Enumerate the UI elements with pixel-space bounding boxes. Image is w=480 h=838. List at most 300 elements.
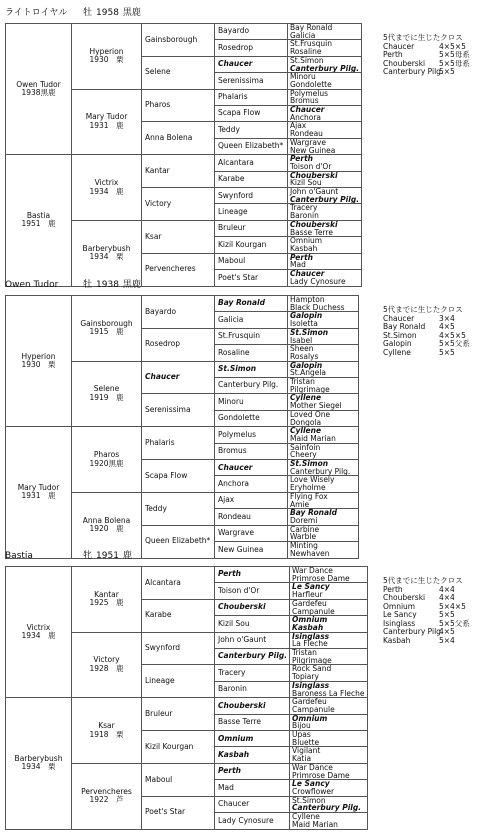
gen5-dam: Crowflower bbox=[292, 786, 335, 796]
gen4-ancestor: Chaucer bbox=[215, 796, 290, 812]
gen5-ancestor-pair bbox=[288, 328, 359, 344]
gen5-ancestor-pair bbox=[288, 476, 359, 492]
gen5-sire: Tracery bbox=[290, 203, 318, 213]
gen4-ancestor: Mad bbox=[215, 780, 290, 796]
ancestor-info: 1919 鹿 bbox=[89, 392, 124, 402]
gen5-sire: Isinglass bbox=[292, 632, 330, 641]
gen4-ancestor: Kizil Kourgan bbox=[215, 237, 288, 253]
ancestor-info: 1931 鹿 bbox=[21, 491, 56, 501]
gen5-sire: Chouberski bbox=[290, 220, 338, 229]
gen5-ancestor-pair bbox=[290, 698, 367, 714]
gen4-ancestor: Kizil Sou bbox=[215, 616, 290, 632]
gen5-ancestor-pair bbox=[290, 665, 367, 681]
gen5-ancestor-pair bbox=[290, 763, 367, 779]
gen5-ancestor-pair bbox=[290, 681, 367, 697]
gen2-ancestor bbox=[72, 24, 142, 90]
cross-value: 5×5 bbox=[439, 347, 455, 357]
gen3-ancestor: Victory bbox=[142, 188, 215, 221]
gen5-dam: Canterbury Pilg. bbox=[290, 194, 360, 204]
gen3-ancestor: Pervencheres bbox=[142, 253, 215, 286]
gen2-ancestor bbox=[72, 698, 142, 764]
gen4-ancestor: Chaucer bbox=[215, 56, 288, 72]
gen3-ancestor: Poet's Star bbox=[142, 796, 215, 829]
gen5-sire: St.Simon bbox=[290, 328, 329, 337]
gen5-dam: Campanule bbox=[292, 606, 335, 616]
gen5-ancestor-pair bbox=[290, 813, 367, 829]
gen5-ancestor-pair bbox=[288, 122, 362, 138]
gen5-dam: Gondolette bbox=[290, 79, 332, 89]
cross-value: 4×4 bbox=[439, 593, 455, 602]
cross-value: 5×5母系 bbox=[439, 50, 470, 59]
gen4-ancestor: Omnium bbox=[215, 731, 290, 747]
gen5-dam: Kasbah bbox=[290, 243, 318, 253]
section-header bbox=[5, 6, 141, 20]
pedigree-row bbox=[6, 24, 362, 40]
gen4-ancestor: Galicia bbox=[215, 312, 288, 328]
gen5-dam: Doremi bbox=[290, 515, 318, 525]
ancestor-name: Hyperion bbox=[21, 351, 56, 361]
ancestor-name: Barberybush bbox=[82, 243, 131, 253]
gen3-ancestor: Queen Elizabeth* bbox=[142, 525, 215, 558]
gen5-dam: Baroness La Fleche bbox=[292, 688, 365, 698]
ancestor-info: 1930 栗 bbox=[21, 360, 56, 370]
gen5-dam: Maid Marian bbox=[290, 433, 336, 443]
gen5-sire: Perth bbox=[290, 253, 314, 262]
gen5-sire: Sainfoin bbox=[290, 443, 321, 452]
gen2-ancestor bbox=[72, 632, 142, 698]
gen3-ancestor: Chaucer bbox=[142, 361, 215, 394]
cross-row bbox=[383, 349, 478, 358]
gen4-ancestor: Swynford bbox=[215, 188, 288, 204]
gen5-dam: Newhaven bbox=[290, 548, 330, 558]
horse-name: ライトロイヤル bbox=[5, 8, 68, 18]
cross-value: 5×4×5 bbox=[439, 601, 466, 611]
gen5-ancestor-pair bbox=[288, 171, 362, 187]
horse-year: 1958 bbox=[96, 8, 119, 18]
gen5-dam: Galicia bbox=[290, 30, 316, 40]
ancestor-name: Victrix bbox=[26, 622, 51, 632]
gen4-ancestor: Canterbury Pilg. bbox=[215, 378, 288, 394]
gen3-ancestor: Lineage bbox=[142, 665, 215, 698]
gen4-ancestor: Scapa Flow bbox=[215, 106, 288, 122]
gen5-ancestor-pair bbox=[288, 296, 359, 312]
gen5-sire: Love Wisely bbox=[290, 475, 335, 485]
gen3-ancestor: Maboul bbox=[142, 763, 215, 796]
gen4-ancestor: Rosedrop bbox=[215, 40, 288, 56]
gen4-ancestor: Rosaline bbox=[215, 345, 288, 361]
gen3-ancestor: Swynford bbox=[142, 632, 215, 665]
gen5-dam: Isabel bbox=[290, 335, 313, 345]
gen4-ancestor: Poet's Star bbox=[215, 270, 288, 286]
gen4-ancestor: Lineage bbox=[215, 204, 288, 220]
gen5-ancestor-pair bbox=[288, 89, 362, 105]
gen5-sire: Loved One bbox=[290, 410, 331, 419]
gen5-dam: Rosaline bbox=[290, 47, 322, 57]
horse-color: 黒鹿 bbox=[122, 280, 141, 290]
ancestor-info: 1931 鹿 bbox=[89, 120, 124, 130]
gen5-ancestor-pair bbox=[288, 542, 359, 558]
gen4-ancestor: Queen Elizabeth* bbox=[215, 138, 288, 154]
gen5-dam: Pilgrimage bbox=[292, 655, 332, 665]
gen5-ancestor-pair bbox=[288, 525, 359, 541]
gen5-ancestor-pair bbox=[288, 56, 362, 72]
ancestor-name: Gainsborough bbox=[80, 318, 133, 328]
gen5-dam: La Fleche bbox=[292, 639, 328, 649]
gen5-dam: Canterbury Pilg. bbox=[290, 466, 351, 476]
gen2-ancestor bbox=[72, 89, 142, 155]
gen5-ancestor-pair bbox=[290, 567, 367, 583]
gen4-ancestor: Anchora bbox=[215, 476, 288, 492]
pedigree-table bbox=[5, 23, 362, 287]
cross-horse: Bay Ronald bbox=[383, 322, 426, 331]
gen5-sire: War Dance bbox=[292, 566, 333, 575]
pedigree-row bbox=[6, 155, 362, 171]
gen5-sire: Omnium bbox=[290, 236, 323, 246]
gen1-ancestor bbox=[6, 698, 72, 829]
gen5-ancestor-pair bbox=[288, 378, 359, 394]
cross-horse: Canterbury Pilg. bbox=[383, 627, 444, 636]
ancestor-name: Selene bbox=[93, 384, 120, 394]
gen4-ancestor: Ajax bbox=[215, 492, 288, 508]
cross-value: 4×5×5 bbox=[439, 41, 466, 51]
gen5-ancestor-pair bbox=[290, 583, 367, 599]
gen5-ancestor-pair bbox=[288, 460, 359, 476]
gen4-ancestor: St.Simon bbox=[215, 361, 288, 377]
cross-row bbox=[383, 637, 478, 646]
pedigree-table bbox=[5, 566, 368, 830]
gen5-dam: Rosalys bbox=[290, 351, 319, 361]
gen5-sire: Isinglass bbox=[292, 681, 330, 690]
gen5-sire: Galopin bbox=[290, 311, 323, 321]
cross-value: 5×5父系 bbox=[439, 618, 470, 628]
cross-value: 5×5 bbox=[439, 610, 455, 619]
cross-horse: Chaucer bbox=[383, 313, 415, 323]
gen5-dam: Baronin bbox=[290, 211, 319, 221]
gen5-ancestor-pair bbox=[288, 106, 362, 122]
horse-name: Owen Tudor bbox=[5, 280, 59, 290]
gen5-ancestor-pair bbox=[288, 312, 359, 328]
ancestor-info: 1920 鹿 bbox=[89, 524, 124, 534]
gen4-ancestor: John o'Gaunt bbox=[215, 632, 290, 648]
gen5-ancestor-pair bbox=[288, 345, 359, 361]
gen5-dam: Primrose Dame bbox=[292, 573, 350, 583]
gen5-dam: Isoletta bbox=[290, 319, 318, 329]
gen4-ancestor: Minoru bbox=[215, 394, 288, 410]
gen4-ancestor: St.Frusquin bbox=[215, 328, 288, 344]
gen5-dam: Black Duchess bbox=[290, 302, 345, 312]
cross-horse: Perth bbox=[383, 584, 403, 594]
gen5-ancestor-pair bbox=[288, 443, 359, 459]
ancestor-name: Ksar bbox=[98, 721, 115, 731]
cross-horse: Le Sancy bbox=[383, 610, 417, 619]
gen5-ancestor-pair bbox=[290, 599, 367, 615]
gen5-sire: Cyllene bbox=[290, 393, 322, 403]
gen1-ancestor bbox=[6, 427, 72, 558]
gen5-sire: Bay Ronald bbox=[290, 508, 337, 518]
gen5-sire: Le Sancy bbox=[292, 779, 330, 789]
gen5-sire: St.Simon bbox=[290, 56, 324, 65]
gen2-ancestor bbox=[72, 427, 142, 493]
gen5-dam: St.Angela bbox=[290, 368, 327, 378]
gen5-sire: Cyllene bbox=[290, 426, 322, 436]
gen4-ancestor: Bromus bbox=[215, 443, 288, 459]
gen5-ancestor-pair bbox=[288, 220, 362, 236]
cross-value: 5×5 bbox=[439, 67, 455, 76]
gen5-dam: Topiary bbox=[292, 672, 319, 682]
gen5-dam: Rondeau bbox=[290, 129, 323, 139]
gen5-sire: Perth bbox=[290, 154, 314, 164]
gen5-dam: Harfleur bbox=[292, 590, 323, 600]
horse-color: 黒鹿 bbox=[122, 8, 141, 18]
gen2-ancestor bbox=[72, 220, 142, 286]
ancestor-info: 1925 鹿 bbox=[89, 598, 124, 608]
gen5-sire: Minting bbox=[290, 541, 318, 551]
gen4-ancestor: Canterbury Pilg. bbox=[215, 649, 290, 665]
gen5-dam: Mother Siegel bbox=[290, 401, 342, 411]
cross-title: 5代までに生じたクロス bbox=[383, 305, 463, 314]
ancestor-info: 1934 栗 bbox=[89, 252, 124, 262]
gen5-sire: Chaucer bbox=[290, 105, 325, 115]
gen3-ancestor: Ksar bbox=[142, 220, 215, 253]
gen5-dam: Warble bbox=[290, 532, 317, 542]
pedigree-row bbox=[6, 296, 359, 312]
gen4-ancestor: Karabe bbox=[215, 171, 288, 187]
horse-color: 鹿 bbox=[122, 551, 132, 561]
ancestor-name: Pharos bbox=[93, 450, 120, 460]
cross-horse: Chouberski bbox=[383, 593, 426, 602]
ancestor-info: 1918 栗 bbox=[89, 729, 124, 739]
gen5-sire: Wargrave bbox=[290, 138, 326, 147]
gen5-sire: Le Sancy bbox=[292, 582, 330, 592]
gen5-sire: Gardefeu bbox=[292, 599, 327, 608]
gen5-sire: Galopin bbox=[290, 361, 323, 370]
gen5-dam: Katia bbox=[292, 754, 312, 764]
gen5-sire: Vigilant bbox=[292, 746, 321, 756]
ancestor-info: 1934 鹿 bbox=[89, 186, 124, 196]
horse-sex: 牡 bbox=[83, 8, 93, 18]
gen5-sire: Gardefeu bbox=[292, 697, 327, 707]
gen5-ancestor-pair bbox=[288, 237, 362, 253]
gen4-ancestor: Teddy bbox=[215, 122, 288, 138]
gen5-ancestor-pair bbox=[290, 649, 367, 665]
gen5-dam: Toison d'Or bbox=[290, 161, 332, 171]
cross-value: 5×5父系 bbox=[439, 339, 470, 348]
cross-row bbox=[383, 68, 478, 77]
gen3-ancestor: Gainsborough bbox=[142, 24, 215, 57]
ancestor-info: 1951 鹿 bbox=[21, 219, 56, 229]
gen5-sire: St.Simon bbox=[290, 459, 329, 469]
gen5-dam: Pilgrimage bbox=[290, 384, 330, 394]
gen2-ancestor bbox=[72, 296, 142, 362]
gen4-ancestor: Chaucer bbox=[215, 460, 288, 476]
pedigree-table bbox=[5, 295, 359, 559]
gen5-sire: St.Simon bbox=[292, 796, 326, 805]
gen5-ancestor-pair bbox=[290, 731, 367, 747]
gen4-ancestor: Bruleur bbox=[215, 220, 288, 236]
gen4-ancestor: Rondeau bbox=[215, 509, 288, 525]
gen5-ancestor-pair bbox=[288, 270, 362, 286]
gen3-ancestor: Phalaris bbox=[142, 427, 215, 460]
gen4-ancestor: Baronin bbox=[215, 681, 290, 697]
gen5-dam: Anchora bbox=[290, 112, 322, 122]
gen5-dam: Campanule bbox=[292, 704, 335, 714]
gen1-ancestor bbox=[6, 296, 72, 427]
gen4-ancestor: Phalaris bbox=[215, 89, 288, 105]
cross-value: 4×5×5 bbox=[439, 330, 466, 340]
gen5-sire: Carbine bbox=[290, 525, 320, 534]
cross-horse: Canterbury Pilg. bbox=[383, 67, 444, 76]
gen5-ancestor-pair bbox=[288, 204, 362, 220]
section-header bbox=[5, 549, 132, 563]
gen5-sire: Cyllene bbox=[292, 812, 320, 822]
gen5-ancestor-pair bbox=[288, 253, 362, 269]
ancestor-name: Victrix bbox=[94, 178, 119, 188]
gen5-sire: Minoru bbox=[290, 72, 316, 82]
gen2-ancestor bbox=[72, 155, 142, 221]
horse-year: 1938 bbox=[96, 280, 119, 290]
gen5-ancestor-pair bbox=[288, 410, 359, 426]
ancestor-name: Pervencheres bbox=[81, 786, 132, 796]
gen4-ancestor: Kasbah bbox=[215, 747, 290, 763]
gen5-sire: Rock Sand bbox=[292, 664, 332, 674]
gen5-sire: Upas bbox=[292, 730, 311, 740]
ancestor-info: 1928 鹿 bbox=[89, 663, 124, 673]
section-header bbox=[5, 278, 141, 292]
gen5-ancestor-pair bbox=[288, 509, 359, 525]
gen5-ancestor-pair bbox=[290, 796, 367, 812]
gen1-ancestor bbox=[6, 24, 72, 155]
gen4-ancestor: Tracery bbox=[215, 665, 290, 681]
gen3-ancestor: Karabe bbox=[142, 599, 215, 632]
gen1-ancestor bbox=[6, 567, 72, 698]
gen4-ancestor: Alcantara bbox=[215, 155, 288, 171]
gen5-dam: New Guinea bbox=[290, 145, 336, 155]
ancestor-name: Barberybush bbox=[14, 753, 63, 763]
horse-sex: 牝 bbox=[83, 551, 93, 561]
gen5-dam: Cheery bbox=[290, 450, 317, 460]
gen5-sire: Omnium bbox=[292, 714, 328, 723]
gen4-ancestor: Serenissima bbox=[215, 73, 288, 89]
cross-value: 5×4 bbox=[439, 635, 455, 645]
gen5-dam: Kasbah bbox=[292, 622, 324, 632]
cross-horse: Perth bbox=[383, 50, 403, 59]
gen4-ancestor: Perth bbox=[215, 567, 290, 583]
ancestor-name: Owen Tudor bbox=[16, 79, 61, 89]
gen5-sire: John o'Gaunt bbox=[290, 187, 339, 197]
pedigree-row bbox=[6, 567, 368, 583]
gen3-ancestor: Pharos bbox=[142, 89, 215, 122]
gen5-ancestor-pair bbox=[288, 188, 362, 204]
cross-value: 3×4 bbox=[439, 313, 455, 323]
pedigree-row bbox=[6, 698, 368, 714]
gen5-dam: Maid Marian bbox=[292, 819, 338, 829]
gen5-sire: War Dance bbox=[292, 763, 333, 772]
ancestor-name: Mary Tudor bbox=[85, 112, 128, 122]
ancestor-name: Anna Bolena bbox=[82, 515, 131, 525]
gen4-ancestor: Chouberski bbox=[215, 698, 290, 714]
ancestor-name: Victory bbox=[93, 655, 120, 665]
gen5-ancestor-pair bbox=[288, 394, 359, 410]
gen3-ancestor: Selene bbox=[142, 56, 215, 89]
gen5-ancestor-pair bbox=[290, 616, 367, 632]
gen3-ancestor: Serenissima bbox=[142, 394, 215, 427]
gen4-ancestor: Toison d'Or bbox=[215, 583, 290, 599]
pedigree-row bbox=[6, 427, 359, 443]
ancestor-info: 1934 栗 bbox=[21, 762, 56, 772]
ancestor-name: Bastia bbox=[26, 210, 51, 220]
inbreeding-cross-list bbox=[383, 577, 478, 645]
gen5-ancestor-pair bbox=[290, 714, 367, 730]
ancestor-name: Hyperion bbox=[89, 46, 124, 56]
cross-title: 5代までに生じたクロス bbox=[383, 33, 463, 42]
cross-horse: Cyllene bbox=[383, 347, 411, 357]
cross-horse: Chaucer bbox=[383, 41, 415, 51]
cross-value: 4×5 bbox=[439, 627, 455, 636]
gen2-ancestor bbox=[72, 567, 142, 633]
horse-year: 1951 bbox=[96, 551, 119, 561]
cross-horse: Chouberski bbox=[383, 58, 426, 68]
gen5-dam: Canterbury Pilg. bbox=[292, 803, 362, 813]
gen3-ancestor: Rosedrop bbox=[142, 328, 215, 361]
cross-value: 4×4 bbox=[439, 584, 455, 594]
gen5-ancestor-pair bbox=[288, 73, 362, 89]
gen1-ancestor bbox=[6, 155, 72, 286]
gen5-dam: Primrose Dame bbox=[292, 770, 350, 780]
ancestor-info: 1922 芦 bbox=[89, 795, 124, 805]
gen5-ancestor-pair bbox=[288, 361, 359, 377]
gen5-sire: Hampton bbox=[290, 295, 325, 304]
cross-value: 4×5 bbox=[439, 322, 455, 331]
gen5-dam: Kizil Sou bbox=[290, 178, 322, 188]
gen5-ancestor-pair bbox=[288, 492, 359, 508]
gen5-sire: Tristan bbox=[292, 648, 317, 658]
gen4-ancestor: New Guinea bbox=[215, 542, 288, 558]
gen3-ancestor: Alcantara bbox=[142, 567, 215, 600]
gen5-ancestor-pair bbox=[288, 155, 362, 171]
gen5-dam: Bromus bbox=[290, 96, 319, 106]
ancestor-info: 1930 栗 bbox=[89, 55, 124, 65]
gen5-dam: Lady Cynosure bbox=[290, 276, 346, 286]
ancestor-info: 1938黒鹿 bbox=[21, 88, 56, 98]
gen3-ancestor: Kizil Kourgan bbox=[142, 731, 215, 764]
gen4-ancestor: Lady Cynosure bbox=[215, 813, 290, 829]
gen5-sire: St.Frusquin bbox=[290, 39, 332, 49]
gen2-ancestor bbox=[72, 763, 142, 829]
gen5-ancestor-pair bbox=[288, 138, 362, 154]
gen3-ancestor: Scapa Flow bbox=[142, 460, 215, 493]
gen5-sire: Omnium bbox=[292, 615, 328, 625]
ancestor-info: 1934 鹿 bbox=[21, 631, 56, 641]
gen4-ancestor: Chouberski bbox=[215, 599, 290, 615]
gen3-ancestor: Teddy bbox=[142, 492, 215, 525]
inbreeding-cross-list bbox=[383, 306, 478, 357]
gen5-sire: Chaucer bbox=[290, 269, 325, 279]
gen3-ancestor: Kantar bbox=[142, 155, 215, 188]
gen5-sire: Bay Ronald bbox=[290, 23, 333, 32]
gen5-ancestor-pair bbox=[288, 40, 362, 56]
gen5-dam: Amie bbox=[290, 499, 310, 509]
gen5-sire: Tristan bbox=[290, 377, 315, 387]
cross-value: 5×5母系 bbox=[439, 58, 470, 68]
ancestor-name: Mary Tudor bbox=[17, 482, 60, 492]
ancestor-info: 1920黒鹿 bbox=[89, 458, 124, 468]
gen3-ancestor: Bruleur bbox=[142, 698, 215, 731]
cross-horse: Isinglass bbox=[383, 618, 416, 628]
gen5-dam: Bijou bbox=[292, 721, 311, 731]
gen5-dam: Mad bbox=[290, 260, 306, 270]
gen5-ancestor-pair bbox=[290, 747, 367, 763]
gen5-sire: Sheen bbox=[290, 344, 314, 354]
